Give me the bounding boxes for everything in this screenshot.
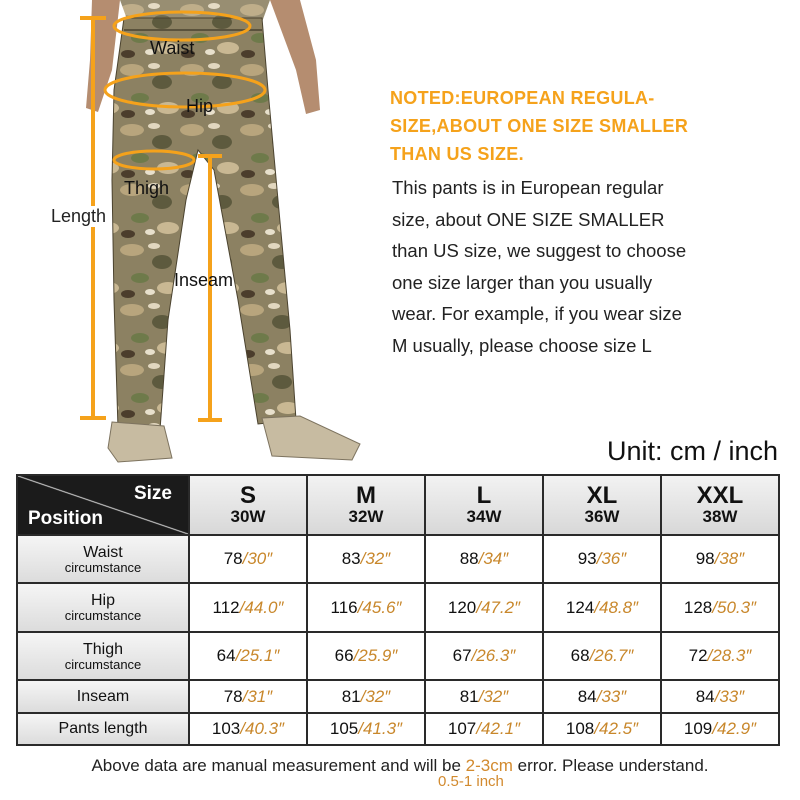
cm-value: 128	[683, 597, 713, 617]
size-header-xxl	[661, 475, 779, 535]
inch-value: /41.3″	[358, 718, 403, 738]
table-cell	[425, 680, 543, 712]
inch-value: /42.1″	[476, 718, 521, 738]
row-label: Pants length	[58, 720, 148, 738]
table-cell	[425, 535, 543, 583]
table-row	[17, 713, 779, 745]
cm-value: 83	[341, 549, 361, 569]
size-code: M	[356, 482, 376, 509]
size-waist: 32W	[348, 507, 384, 526]
waist-label: Waist	[150, 38, 195, 58]
row-header-pants-length	[17, 713, 189, 745]
table-row	[17, 583, 779, 631]
corner-size-label: Size	[133, 483, 172, 504]
table-row	[17, 535, 779, 583]
cm-value: 68	[570, 646, 590, 666]
size-header-l	[425, 475, 543, 535]
inch-value: /25.1″	[235, 646, 280, 666]
cm-value: 112	[212, 597, 240, 617]
row-sublabel: circumstance	[64, 559, 142, 575]
size-chart-table	[16, 474, 780, 746]
thigh-label: Thigh	[124, 178, 170, 198]
row-sublabel: circumstance	[64, 608, 142, 624]
cm-value: 116	[330, 597, 358, 617]
notice-body-line: M usually, please choose size L	[392, 334, 652, 356]
table-row	[17, 680, 779, 712]
size-code: XL	[586, 482, 618, 509]
corner-position-label: Position	[28, 508, 103, 529]
table-cell	[661, 713, 779, 745]
row-label: Hip	[90, 592, 115, 610]
footer-inch-range: 0.5-1 inch	[438, 773, 504, 790]
inch-value: /33″	[596, 686, 627, 706]
inch-value: /32″	[360, 549, 391, 569]
size-table-body	[17, 535, 779, 745]
inch-value: /30″	[242, 549, 273, 569]
notice-title-line: NOTED:EUROPEAN REGULA-	[390, 88, 655, 108]
size-waist: 34W	[466, 507, 502, 526]
inch-value: /42.9″	[712, 718, 757, 738]
cm-value: 84	[577, 686, 597, 706]
table-cell	[543, 713, 661, 745]
row-label: Inseam	[76, 688, 130, 705]
size-waist: 30W	[230, 507, 266, 526]
table-cell	[425, 713, 543, 745]
row-header-thigh	[17, 632, 189, 680]
pants-illustration	[0, 0, 380, 470]
inch-value: /26.3″	[471, 646, 516, 666]
inch-value: /25.9″	[353, 646, 398, 666]
size-code: S	[239, 482, 256, 509]
table-cell	[307, 632, 425, 680]
inch-value: /32″	[360, 686, 391, 706]
cm-value: 81	[341, 686, 361, 706]
footer-cm-range: 2-3cm	[465, 756, 513, 775]
inch-value: /47.2″	[476, 597, 521, 617]
size-code: XXL	[696, 482, 744, 509]
table-cell	[543, 583, 661, 631]
notice-title-line: SIZE,ABOUT ONE SIZE SMALLER	[390, 116, 689, 136]
table-cell	[425, 632, 543, 680]
notice-title	[390, 84, 790, 168]
cm-value: 107	[447, 718, 477, 738]
notice-body-line: one size larger than you usually	[392, 271, 653, 293]
row-label: Waist	[83, 543, 123, 561]
inch-value: /28.3″	[707, 646, 752, 666]
table-cell	[661, 535, 779, 583]
notice-body	[392, 172, 792, 361]
size-header-s	[189, 475, 307, 535]
cm-value: 78	[223, 686, 243, 706]
inch-value: /36″	[596, 549, 627, 569]
cm-value: 108	[565, 718, 595, 738]
inch-value: /33″	[714, 686, 745, 706]
table-cell	[307, 583, 425, 631]
table-cell	[189, 632, 307, 680]
table-cell	[543, 680, 661, 712]
table-cell	[307, 713, 425, 745]
size-waist: 36W	[584, 507, 620, 526]
unit-label: Unit: cm / inch	[606, 436, 778, 466]
table-cell	[661, 632, 779, 680]
notice-body-line: wear. For example, if you wear size	[392, 303, 682, 324]
table-cell	[189, 680, 307, 712]
row-label: Thigh	[82, 640, 124, 658]
cm-value: 81	[459, 686, 479, 706]
inch-value: /40.3″	[240, 718, 285, 738]
inch-value: /31″	[242, 686, 273, 706]
table-cell	[425, 583, 543, 631]
notice-body-line: than US size, we suggest to choose	[392, 240, 687, 261]
footer-note	[0, 756, 800, 776]
length-label: Length	[51, 206, 107, 226]
cm-value: 98	[695, 549, 715, 569]
cm-value: 66	[334, 646, 354, 666]
table-cell	[189, 583, 307, 631]
cm-value: 93	[577, 549, 597, 569]
cm-value: 72	[688, 646, 708, 666]
inseam-label: Inseam	[174, 270, 234, 290]
size-header-m	[307, 475, 425, 535]
footer-text-before: Above data are manual measurement and will be	[91, 756, 466, 775]
row-header-hip	[17, 583, 189, 631]
table-cell	[661, 583, 779, 631]
cm-value: 88	[459, 549, 479, 569]
inch-value: /48.8″	[594, 597, 639, 617]
table-cell	[543, 632, 661, 680]
table-cell	[661, 680, 779, 712]
inch-value: /38″	[714, 549, 745, 569]
table-cell	[307, 680, 425, 712]
cm-value: 105	[329, 718, 359, 738]
inch-value: /45.6″	[357, 597, 402, 617]
row-header-inseam	[17, 680, 189, 712]
table-cell	[189, 535, 307, 583]
inch-value: /34″	[478, 549, 509, 569]
product-figure	[0, 0, 380, 470]
table-cell	[189, 713, 307, 745]
hip-label: Hip	[186, 96, 214, 116]
table-cell	[307, 535, 425, 583]
cm-value: 78	[223, 549, 243, 569]
cm-value: 64	[216, 646, 236, 666]
size-code: L	[476, 482, 492, 509]
cm-value: 103	[211, 718, 241, 738]
inch-value: /26.7″	[589, 646, 634, 666]
notice-body-line: size, about ONE SIZE SMALLER	[392, 208, 665, 230]
row-sublabel: circumstance	[64, 656, 142, 672]
cm-value: 84	[695, 686, 715, 706]
notice-body-line: This pants is in European regular	[392, 177, 664, 198]
inch-value: /42.5″	[594, 718, 639, 738]
size-header-row	[17, 475, 779, 535]
inch-value: /44.0″	[239, 597, 284, 617]
row-header-waist	[17, 535, 189, 583]
size-waist: 38W	[702, 507, 738, 526]
cm-value: 124	[565, 597, 595, 617]
size-header-xl	[543, 475, 661, 535]
footer-text-after: error. Please understand.	[512, 756, 709, 775]
cm-value: 109	[683, 718, 713, 738]
cm-value: 67	[452, 646, 472, 666]
notice-title-line: THAN US SIZE.	[390, 144, 524, 164]
table-row	[17, 632, 779, 680]
table-cell	[543, 535, 661, 583]
cm-value: 120	[447, 597, 477, 617]
inch-value: /32″	[478, 686, 509, 706]
corner-header	[17, 475, 189, 535]
inch-value: /50.3″	[712, 597, 757, 617]
